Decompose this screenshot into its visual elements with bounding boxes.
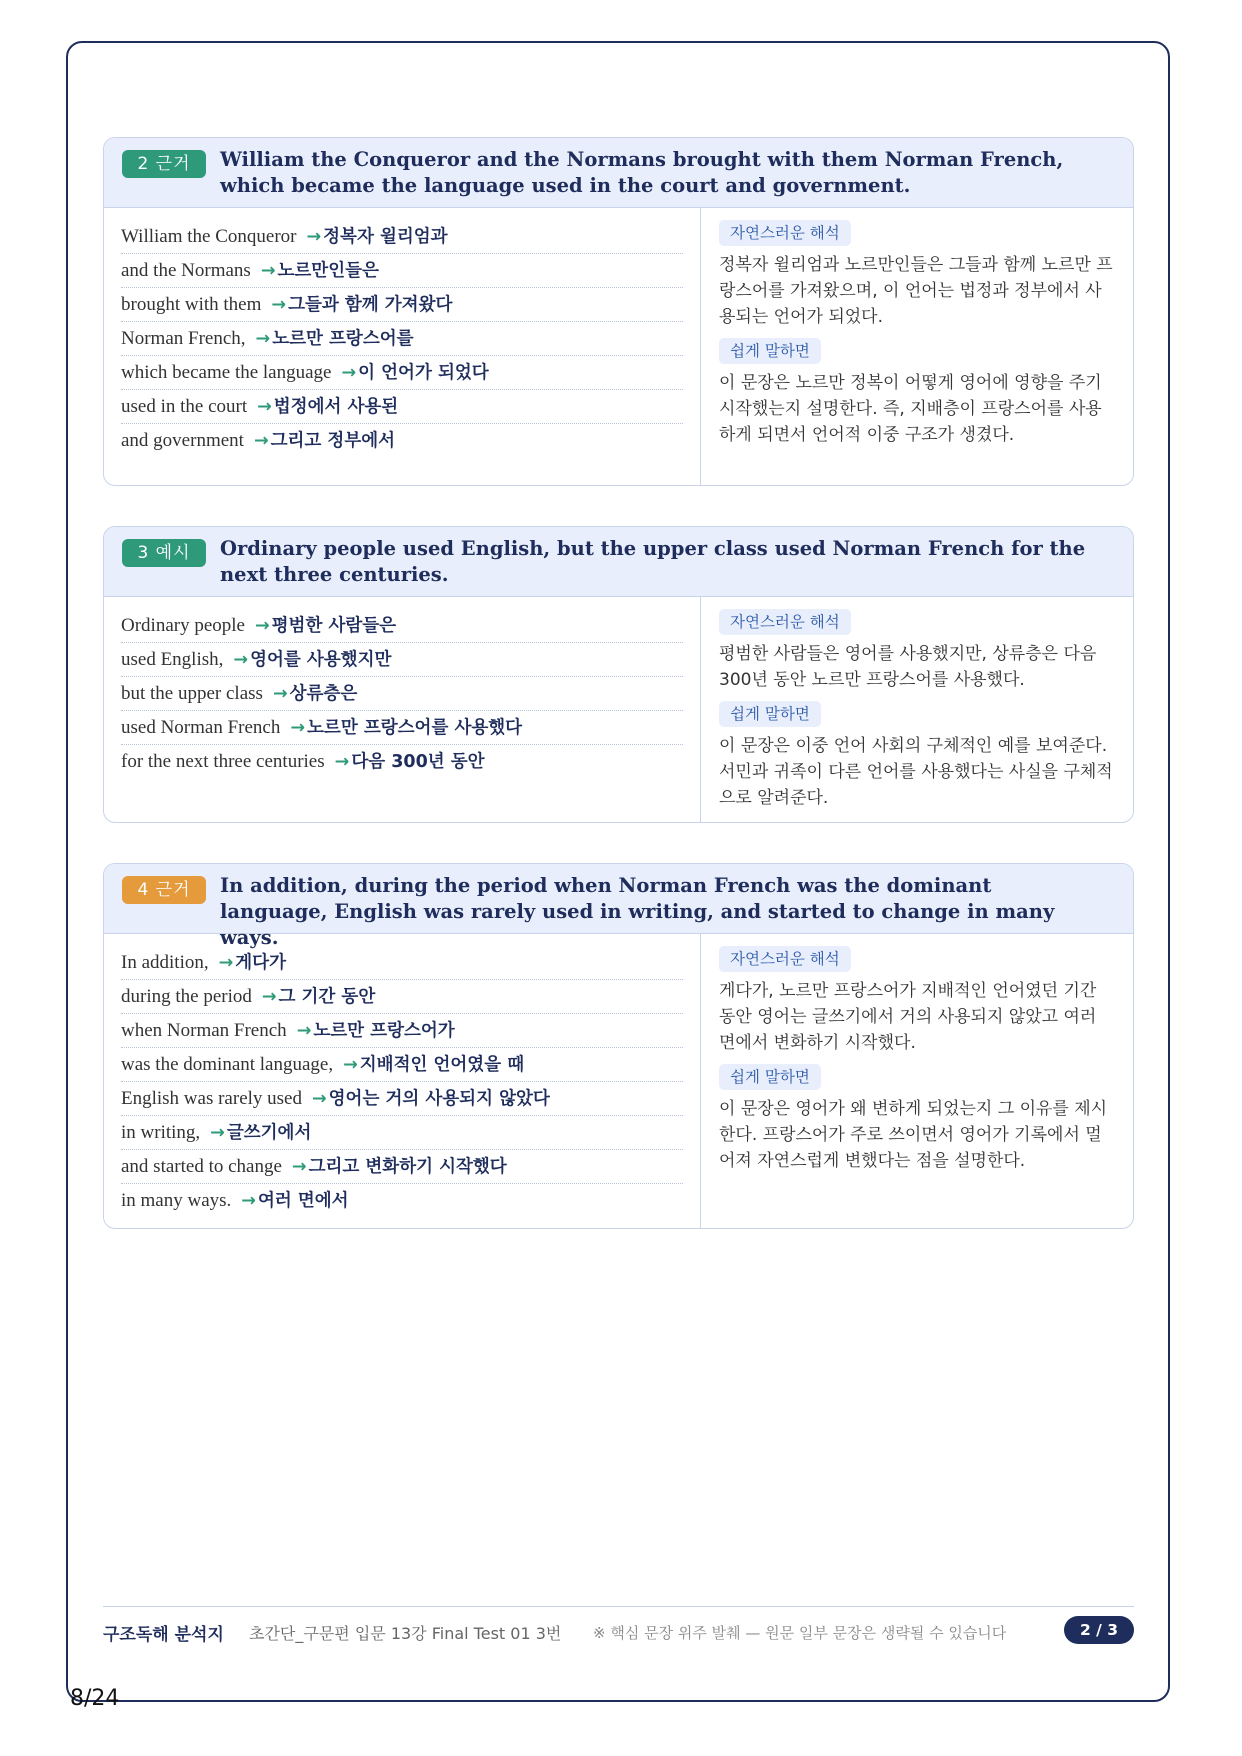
- phrase-english: used English,: [121, 649, 224, 670]
- natural-translation-text: 평범한 사람들은 영어를 사용했지만, 상류층은 다음 300년 동안 노르만 프랑스어를 사용했다.: [719, 644, 1097, 690]
- arrow-icon: →: [260, 261, 276, 281]
- arrow-icon: →: [218, 953, 234, 973]
- phrase-korean-text: 노르만인들은: [277, 261, 379, 281]
- arrow-icon: →: [290, 718, 306, 738]
- page-footer: [103, 1606, 1134, 1646]
- footer-title: 구조독해 분석지: [103, 1625, 224, 1645]
- phrase-korean: [297, 1021, 455, 1041]
- phrase-english: but the upper class: [121, 683, 263, 704]
- phrase-korean-text: 노르만 프랑스어를 사용했다: [307, 718, 523, 738]
- easy-explanation-label: 쉽게 말하면: [719, 701, 821, 727]
- arrow-icon: →: [272, 684, 288, 704]
- phrase-korean-text: 지배적인 언어였을 때: [359, 1055, 525, 1075]
- phrase-korean-text: 다음 300년 동안: [351, 752, 485, 772]
- phrase-korean-text: 이 언어가 되었다: [358, 363, 489, 383]
- phrase-english: brought with them: [121, 294, 262, 315]
- page-indicator: 2 / 3: [1064, 1616, 1134, 1644]
- easy-explanation-text: 이 문장은 노르만 정복이 어떻게 영어에 영향을 주기 시작했는지 설명한다. 즉, 지배층이 프랑스어를 사용하게 되면서 언어적 이중 구조가 생겼다.: [719, 373, 1102, 445]
- phrase-korean: [341, 363, 488, 383]
- phrase-row: [121, 711, 683, 745]
- phrase-korean: [343, 1055, 524, 1075]
- phrase-row: [121, 1184, 683, 1218]
- phrase-korean-text: 여러 면에서: [257, 1191, 349, 1211]
- arrow-icon: →: [296, 1021, 312, 1041]
- sentence-body: [104, 597, 1133, 822]
- phrase-row: [121, 1082, 683, 1116]
- phrase-english: and government: [121, 430, 244, 451]
- phrase-row: [121, 1048, 683, 1082]
- arrow-icon: →: [334, 752, 350, 772]
- phrase-english: during the period: [121, 986, 252, 1007]
- phrase-english: when Norman French: [121, 1020, 287, 1041]
- phrase-row: [121, 390, 683, 424]
- phrase-korean-text: 노르만 프랑스어를: [272, 329, 414, 349]
- arrow-icon: →: [253, 431, 269, 451]
- phrase-row: [121, 609, 683, 643]
- phrase-korean-text: 그 기간 동안: [278, 987, 376, 1007]
- phrase-english: in writing,: [121, 1122, 201, 1143]
- phrase-korean-text: 노르만 프랑스어가: [313, 1021, 455, 1041]
- easy-explanation-label: 쉽게 말하면: [719, 1064, 821, 1090]
- natural-translation-label: 자연스러운 해석: [719, 946, 851, 972]
- phrase-list: [104, 597, 701, 822]
- arrow-icon: →: [254, 616, 270, 636]
- sentence-header: [104, 527, 1133, 597]
- phrase-english: for the next three centuries: [121, 751, 325, 772]
- phrase-english: Norman French,: [121, 328, 246, 349]
- sentence-text: Ordinary people used English, but the upper class used Norman French for the next three centuries.: [220, 537, 1086, 586]
- footer-note: ※ 핵심 문장 위주 발췌 — 원문 일부 문장은 생략될 수 있습니다: [593, 1624, 1007, 1642]
- sentence-block-2: [103, 137, 1134, 486]
- phrase-english: was the dominant language,: [121, 1054, 334, 1075]
- phrase-list: [104, 208, 701, 485]
- arrow-icon: →: [311, 1089, 327, 1109]
- phrase-korean: [210, 1123, 311, 1143]
- phrase-english: In addition,: [121, 952, 209, 973]
- phrase-korean: [306, 227, 447, 247]
- sentence-text: In addition, during the period when Norman French was the dominant language, English was rarely used in writing, and started to change in many ways.: [220, 874, 1055, 949]
- phrase-korean: [219, 953, 286, 973]
- phrase-korean-text: 법정에서 사용된: [273, 397, 399, 417]
- arrow-icon: →: [261, 987, 277, 1007]
- phrase-korean: [273, 684, 357, 704]
- phrase-korean: [290, 718, 522, 738]
- arrow-icon: →: [241, 1191, 256, 1211]
- sentence-text: William the Conqueror and the Normans brought with them Norman French, which became the language used in the court and government.: [220, 148, 1064, 197]
- phrase-english: English was rarely used: [121, 1088, 302, 1109]
- phrase-korean-text: 영어는 거의 사용되지 않았다: [328, 1089, 550, 1109]
- phrase-row: [121, 677, 683, 711]
- sentence-body: [104, 208, 1133, 485]
- footer-subtitle: 초간단_구문편 입문 13강 Final Test 01 3번: [249, 1624, 562, 1643]
- sentence-header: [104, 864, 1133, 949]
- phrase-english: Ordinary people: [121, 615, 245, 636]
- arrow-icon: →: [306, 227, 322, 247]
- interpretation-panel: [701, 208, 1133, 485]
- phrase-english: and the Normans: [121, 260, 251, 281]
- phrase-row: [121, 946, 683, 980]
- phrase-row: [121, 980, 683, 1014]
- phrase-row: [121, 745, 683, 779]
- interpretation-panel: [701, 597, 1133, 822]
- sentence-badge: 4 근거: [122, 876, 206, 904]
- easy-explanation-label: 쉽게 말하면: [719, 338, 821, 364]
- phrase-korean: [241, 1191, 348, 1211]
- phrase-english: used in the court: [121, 396, 248, 417]
- outer-page-number: 8/24: [70, 1686, 120, 1711]
- phrase-korean-text: 그리고 정부에서: [270, 431, 396, 451]
- phrase-english: used Norman French: [121, 717, 281, 738]
- phrase-korean-text: 평범한 사람들은: [271, 616, 397, 636]
- phrase-row: [121, 356, 683, 390]
- natural-translation-text: 게다가, 노르만 프랑스어가 지배적인 언어였던 기간 동안 영어는 글쓰기에서 거의 사용되지 않았고 여러 면에서 변화하기 시작했다.: [719, 981, 1097, 1053]
- phrase-row: [121, 254, 683, 288]
- phrase-korean-text: 그리고 변화하기 시작했다: [308, 1157, 507, 1177]
- sentence-header: [104, 138, 1133, 208]
- phrase-row: [121, 424, 683, 458]
- arrow-icon: →: [210, 1123, 225, 1143]
- phrase-korean-text: 그들과 함께 가져왔다: [288, 295, 453, 315]
- phrase-row: [121, 1014, 683, 1048]
- phrase-row: [121, 1116, 683, 1150]
- phrase-korean: [254, 431, 395, 451]
- phrase-korean: [271, 295, 452, 315]
- phrase-korean: [262, 987, 375, 1007]
- arrow-icon: →: [291, 1157, 307, 1177]
- arrow-icon: →: [257, 397, 272, 417]
- phrase-english: in many ways.: [121, 1190, 232, 1211]
- interpretation-panel: [701, 934, 1133, 1228]
- sentence-body: [104, 934, 1133, 1228]
- arrow-icon: →: [341, 363, 357, 383]
- phrase-row: [121, 1150, 683, 1184]
- natural-translation-label: 자연스러운 해석: [719, 220, 851, 246]
- phrase-korean: [335, 752, 485, 772]
- phrase-korean-text: 상류층은: [289, 684, 358, 704]
- phrase-row: [121, 643, 683, 677]
- phrase-list: [104, 934, 701, 1228]
- sentence-badge: 2 근거: [122, 150, 206, 178]
- phrase-korean: [292, 1157, 507, 1177]
- easy-explanation-text: 이 문장은 이중 언어 사회의 구체적인 예를 보여준다. 서민과 귀족이 다른 언어를 사용했다는 사실을 구체적으로 알려준다.: [719, 736, 1113, 808]
- arrow-icon: →: [255, 329, 271, 349]
- natural-translation-label: 자연스러운 해석: [719, 609, 851, 635]
- phrase-korean: [257, 397, 398, 417]
- phrase-korean: [261, 261, 379, 281]
- phrase-korean: [256, 329, 414, 349]
- phrase-korean: [312, 1089, 550, 1109]
- arrow-icon: →: [233, 650, 249, 670]
- phrase-korean-text: 글쓰기에서: [226, 1123, 312, 1143]
- phrase-row: [121, 322, 683, 356]
- phrase-korean-text: 영어를 사용했지만: [250, 650, 392, 670]
- easy-explanation-text: 이 문장은 영어가 왜 변하게 되었는지 그 이유를 제시한다. 프랑스어가 주로 쓰이면서 영어가 기록에서 멀어져 자연스럽게 변했다는 점을 설명한다.: [719, 1099, 1108, 1171]
- sentence-block-3: [103, 526, 1134, 823]
- arrow-icon: →: [343, 1055, 358, 1075]
- phrase-row: [121, 288, 683, 322]
- sentence-badge: 3 예시: [122, 539, 206, 567]
- phrase-english: which became the language: [121, 362, 332, 383]
- phrase-row: [121, 220, 683, 254]
- natural-translation-text: 정복자 윌리엄과 노르만인들은 그들과 함께 노르만 프랑스어를 가져왔으며, 이 언어는 법정과 정부에서 사용되는 언어가 되었다.: [719, 255, 1113, 327]
- sentence-block-4: [103, 863, 1134, 1229]
- phrase-korean-text: 게다가: [235, 953, 286, 973]
- phrase-korean: [255, 616, 396, 636]
- arrow-icon: →: [271, 295, 287, 315]
- phrase-korean: [233, 650, 391, 670]
- phrase-english: William the Conqueror: [121, 226, 297, 247]
- phrase-korean-text: 정복자 윌리엄과: [323, 227, 448, 247]
- phrase-english: and started to change: [121, 1156, 282, 1177]
